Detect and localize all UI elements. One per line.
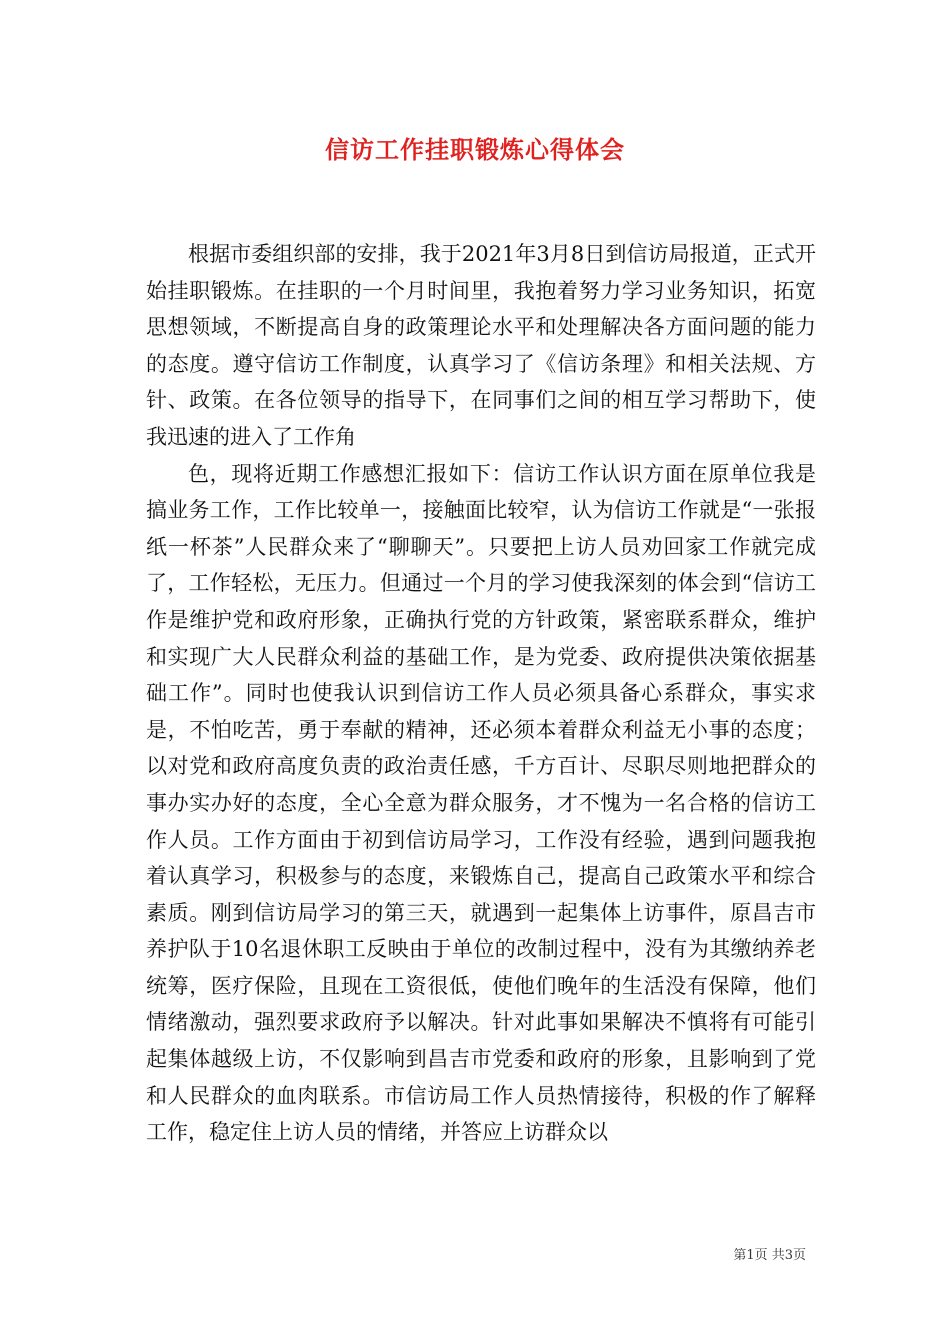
document-body	[146, 236, 816, 1151]
document-title: 信访工作挂职锻炼心得体会	[325, 135, 625, 164]
paragraph-1: 根据市委组织部的安排，我于2021年3月8日到信访局报道，正式开始挂职锻炼。在挂职的一个月时间里，我抱着努力学习业务知识，拓宽思想领域，不断提高自身的政策理论水平和处理解决各方面问题的能力的态度。遵守信访工作制度，认真学习了《信访条理》和相关法规、方针、政策。在各位领导的指导下，在同事们之间的相互学习帮助下，使我迅速的进入了工作角	[146, 242, 816, 449]
page-footer: 第1页 共3页	[733, 1248, 806, 1263]
paragraph-2: 色，现将近期工作感想汇报如下：信访工作认识方面在原单位我是搞业务工作，工作比较单一，接触面比较窄，认为信访工作就是“一张报纸一杯茶”人民群众来了“聊聊天”。只要把上访人员劝回家工作就完成了，工作轻松，无压力。但通过一个月的学习使我深刻的体会到“信访工作是维护党和政府形象，正确执行党的方针政策，紧密联系群众，维护和实现广大人民群众利益的基础工作，是为党委、政府提供决策依据基础工作”。同时也使我认识到信访工作人员必须具备心系群众，事实求是，不怕吃苦，勇于奉献的精神，还必须本着群众利益无小事的态度；以对党和政府高度负责的政治责任感，千方百计、尽职尽则地把群众的事办实办好的态度，全心全意为群众服务，才不愧为一名合格的信访工作人员。工作方面由于初到信访局学习，工作没有经验，遇到问题我抱着认真学习，积极参与的态度，来锻炼自己，提高自己政策水平和综合素质。刚到信访局学习的第三天，就遇到一起集体上访事件，原昌吉市养护队于10名退休职工反映由于单位的改制过程中，没有为其缴纳养老统筹，医疗保险，且现在工资很低，使他们晚年的生活没有保障，他们情绪激动，强烈要求政府予以解决。针对此事如果解决不慎将有可能引起集体越级上访，不仅影响到昌吉市党委和政府的形象，且影响到了党和人民群众的血肉联系。市信访局工作人员热情接待，积极的作了解释工作，稳定住上访人员的情绪，并答应上访群众以	[146, 461, 816, 1145]
